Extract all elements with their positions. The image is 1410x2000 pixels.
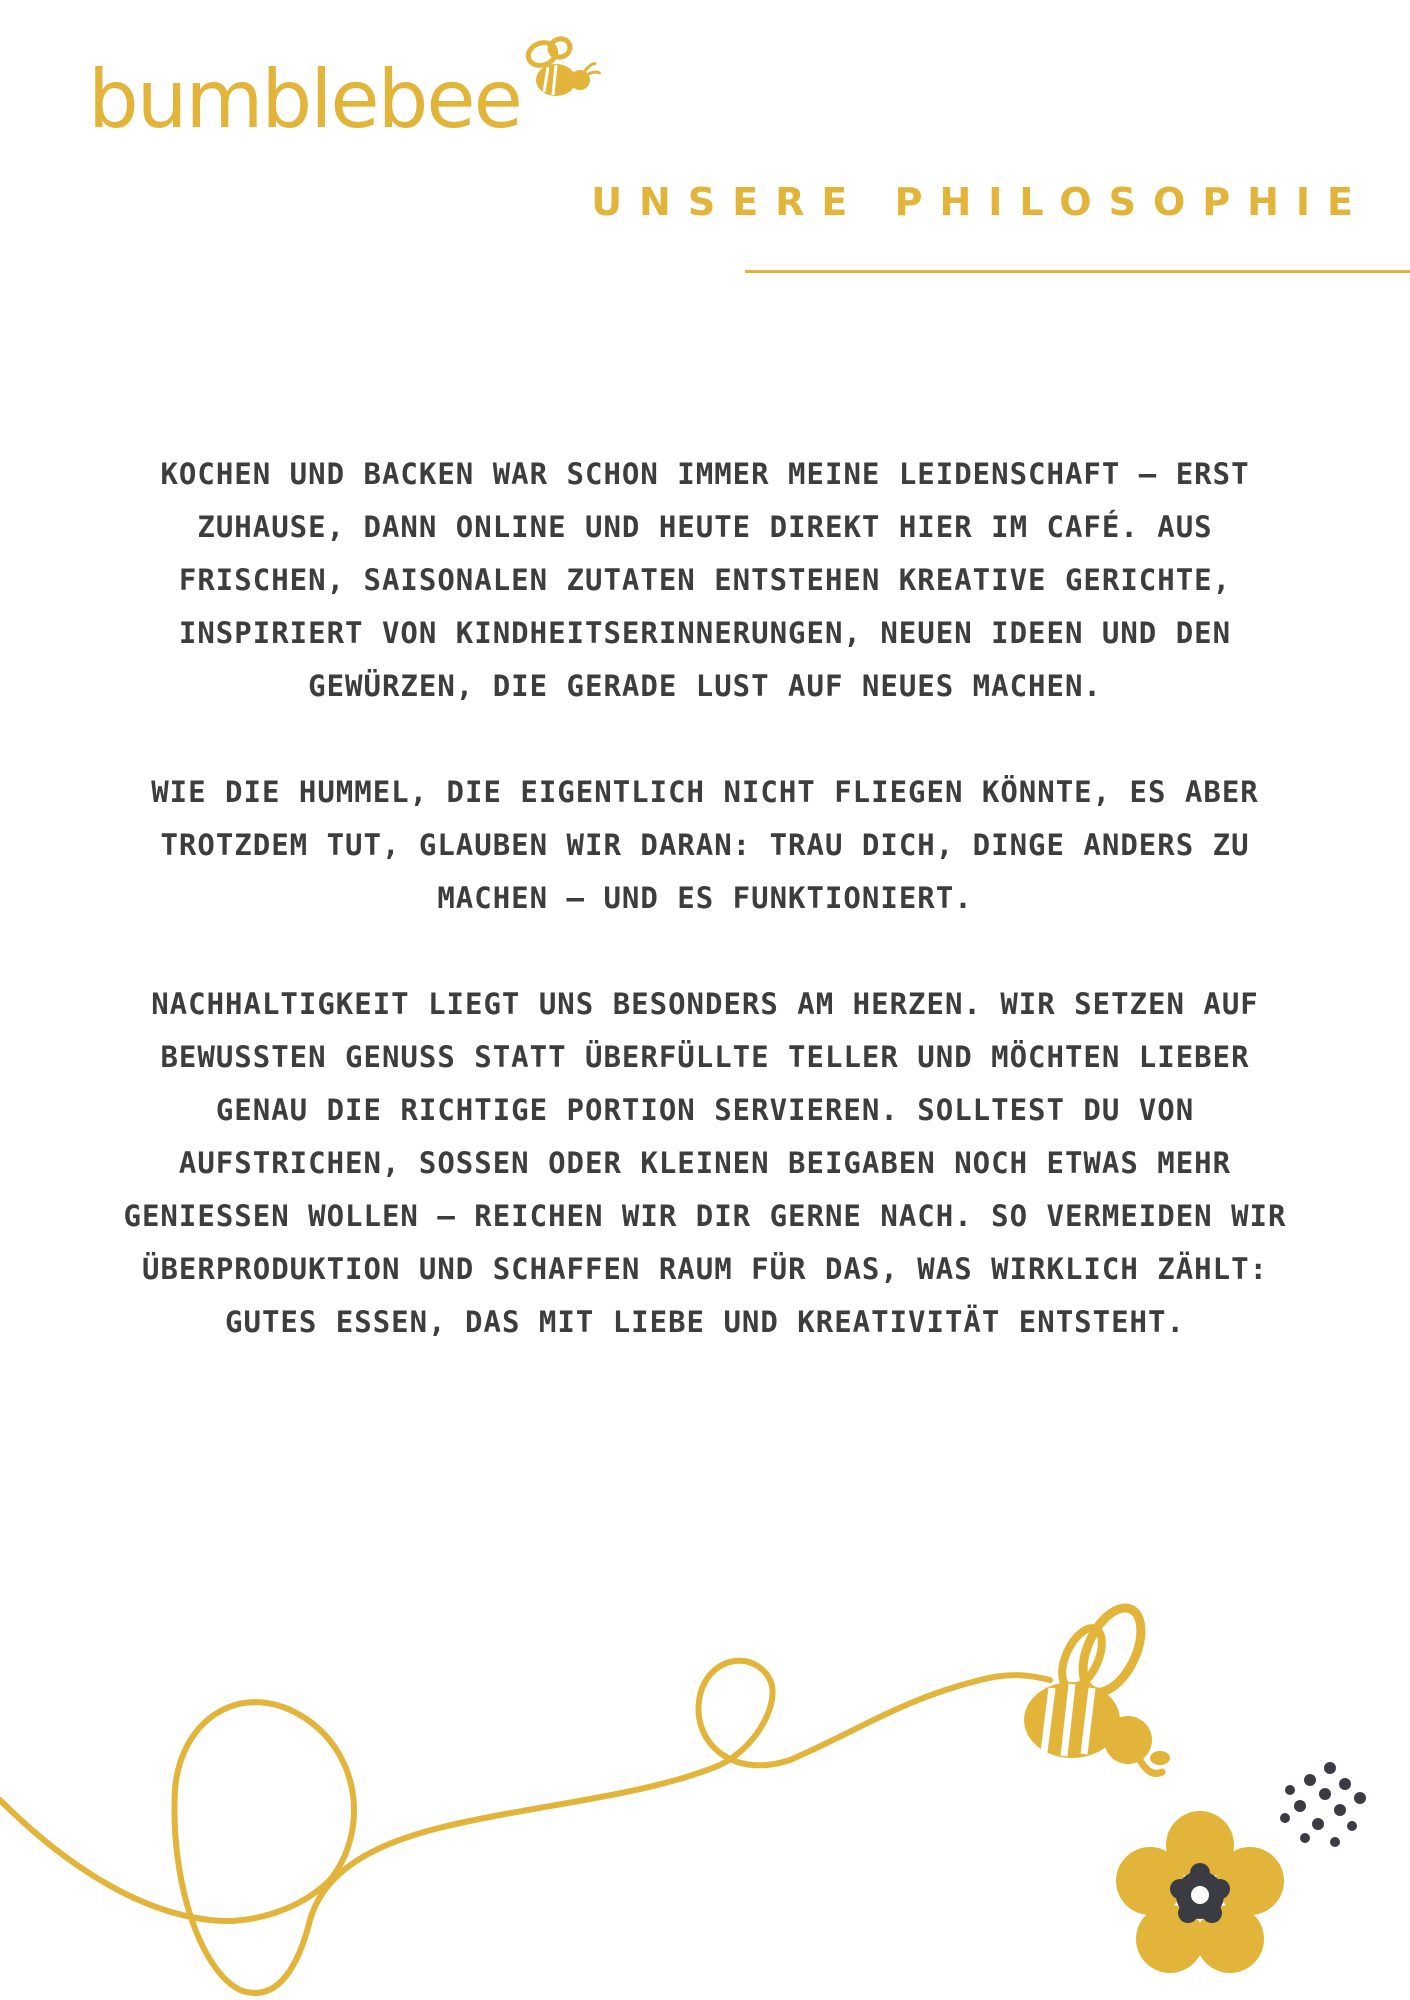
philosophy-text (120, 448, 1290, 1402)
page-title: UNSERE PHILOSOPHIE (591, 180, 1370, 224)
title-divider (745, 270, 1410, 273)
paragraph-1: KOCHEN UND BACKEN WAR SCHON IMMER MEINE LEIDENSCHAFT – ERST ZUHAUSE, DANN ONLINE UND HEUTE DIREKT HIER IM CAFÉ. AUS FRISCHEN, SAISONALEN ZUTATEN ENTSTEHEN KREATIVE GERICHTE, INSPIRIERT VON KINDHEITSERINNERUNGEN, NEUEN IDEEN UND DEN GEWÜRZEN, DIE GERADE LUST AUF NEUES MACHEN. (160, 457, 1250, 703)
paragraph-3: NACHHALTIGKEIT LIEGT UNS BESONDERS AM HERZEN. WIR SETZEN AUF BEWUSSTEN GENUSS STATT ÜBERFÜLLTE TELLER UND MÖCHTEN LIEBER GENAU DIE RICHTIGE PORTION SERVIEREN. SOLLTEST DU VON AUFSTRICHEN, SOSSEN ODER KLEINEN BEIGABEN NOCH ETWAS MEHR GENIESSEN WOLLEN – REICHEN WIR DIR GERNE NACH. SO VERMEIDEN WIR ÜBERPRODUKTION UND SCHAFFEN RAUM FÜR DAS, WAS WIRKLICH ZÄHLT: GUTES ESSEN, DAS MIT LIEBE UND KREATIVITÄT ENTSTEHT. (123, 987, 1287, 1339)
dots-icon (1280, 1762, 1366, 1847)
bee-flight-illustration (0, 1580, 1410, 2000)
logo-text: bumblebee (88, 53, 521, 146)
logo (88, 30, 528, 150)
flower-icon (1116, 1811, 1284, 1973)
bee-icon (508, 34, 604, 124)
bee-icon (1024, 1599, 1170, 1773)
paragraph-2: WIE DIE HUMMEL, DIE EIGENTLICH NICHT FLIEGEN KÖNNTE, ES ABER TROTZDEM TUT, GLAUBEN WIR DARAN: TRAU DICH, DINGE ANDERS ZU MACHEN – UND ES FUNKTIONIERT. (151, 775, 1259, 915)
flight-path-icon (0, 1661, 1050, 1993)
